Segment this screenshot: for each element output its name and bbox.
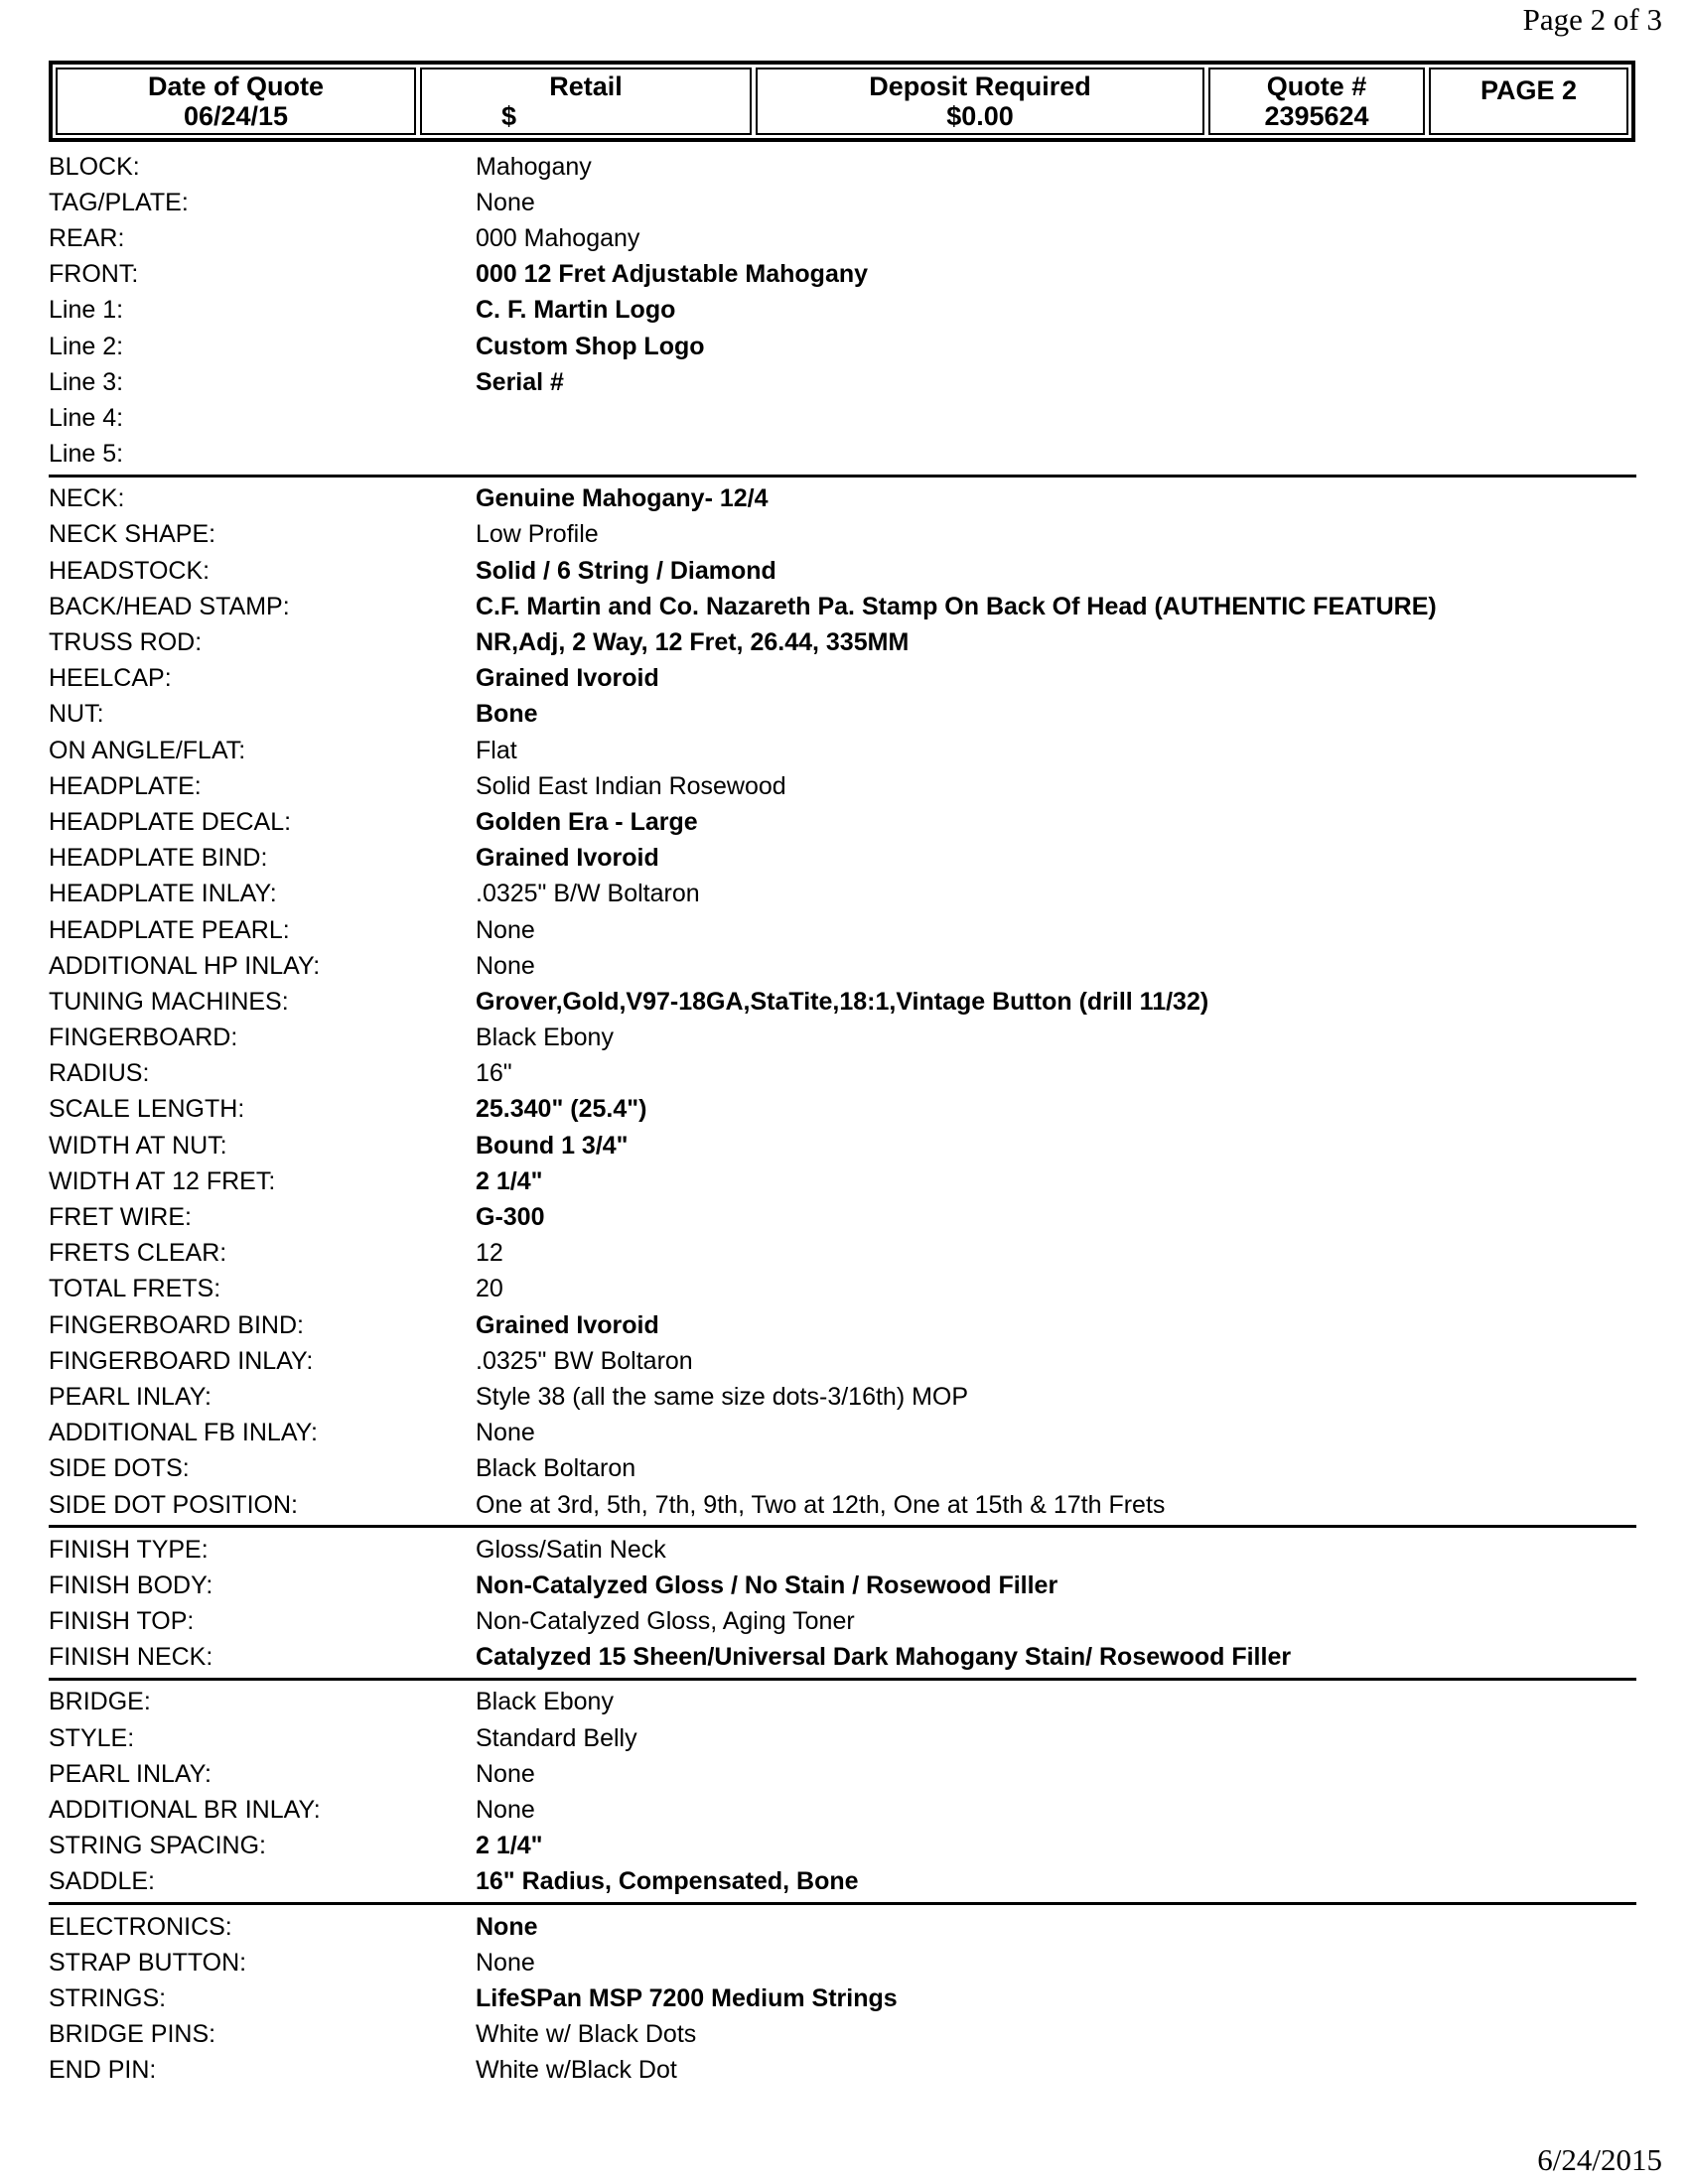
spec-label: STRAP BUTTON:: [49, 1948, 247, 1977]
spec-value: 12: [476, 1239, 503, 1268]
spec-label: REAR:: [49, 223, 125, 252]
spec-value: None: [476, 915, 535, 944]
spec-row: [49, 1720, 1636, 1756]
spec-row: [49, 2053, 1636, 2089]
spec-value: None: [476, 1759, 535, 1788]
spec-label: HEADPLATE:: [49, 771, 202, 800]
spec-row: [49, 984, 1636, 1020]
retail-label: Retail: [549, 71, 623, 101]
spec-value: Gloss/Satin Neck: [476, 1535, 666, 1564]
spec-value: 16": [476, 1059, 512, 1088]
spec-value: Black Ebony: [476, 1024, 614, 1052]
spec-label: SIDE DOT POSITION:: [49, 1490, 298, 1519]
spec-value: Solid East Indian Rosewood: [476, 771, 786, 800]
spec-row: [49, 1128, 1636, 1163]
spec-label: ADDITIONAL HP INLAY:: [49, 951, 321, 980]
spec-label: NECK:: [49, 484, 125, 513]
spec-value: 20: [476, 1275, 503, 1303]
spec-row: [49, 841, 1636, 877]
spec-row: [49, 517, 1636, 553]
spec-value: 2 1/4": [476, 1832, 543, 1860]
page-label: PAGE 2: [1479, 75, 1578, 105]
spec-label: ADDITIONAL FB INLAY:: [49, 1419, 318, 1447]
spec-value: C.F. Martin and Co. Nazareth Pa. Stamp On Back Of Head (AUTHENTIC FEATURE): [476, 592, 1437, 620]
spec-label: FINISH NECK:: [49, 1643, 213, 1672]
spec-row: [49, 1532, 1636, 1568]
spec-label: END PIN:: [49, 2056, 157, 2085]
spec-row: [49, 768, 1636, 804]
spec-value: Black Boltaron: [476, 1454, 636, 1483]
spec-label: TRUSS ROD:: [49, 628, 203, 657]
spec-label: SADDLE:: [49, 1867, 155, 1896]
spec-row: [49, 185, 1636, 220]
spec-label: Line 2:: [49, 332, 124, 360]
spec-label: FINGERBOARD BIND:: [49, 1310, 304, 1339]
spec-row: [49, 1568, 1636, 1603]
spec-value: NR,Adj, 2 Way, 12 Fret, 26.44, 335MM: [476, 628, 910, 657]
date-of-quote-cell: [56, 68, 416, 135]
spec-value: None: [476, 1912, 538, 1941]
spec-row: [49, 1685, 1636, 1720]
spec-row: [49, 1199, 1636, 1235]
deposit-required-value: $0.00: [946, 101, 1014, 131]
spec-row: [49, 1272, 1636, 1307]
spec-row: [49, 1021, 1636, 1056]
spec-value: Solid / 6 String / Diamond: [476, 556, 776, 585]
quote-number-value: 2395624: [1264, 101, 1369, 131]
page-label-cell: [1429, 68, 1628, 135]
quote-header: [49, 61, 1635, 142]
spec-value: 25.340" (25.4"): [476, 1095, 647, 1124]
retail-cell: [420, 68, 752, 135]
deposit-required-cell: [756, 68, 1204, 135]
spec-value: Standard Belly: [476, 1723, 637, 1752]
spec-row: [49, 2017, 1636, 2053]
spec-value: None: [476, 951, 535, 980]
spec-value: 2 1/4": [476, 1166, 543, 1195]
spec-label: FINISH BODY:: [49, 1570, 213, 1599]
spec-row: [49, 1379, 1636, 1415]
spec-row: [49, 329, 1636, 364]
spec-label: HEELCAP:: [49, 664, 172, 693]
spec-label: FRET WIRE:: [49, 1203, 192, 1232]
spec-section: [49, 1532, 1636, 1681]
spec-row: [49, 877, 1636, 912]
spec-label: PEARL INLAY:: [49, 1759, 211, 1788]
quote-number-cell: [1208, 68, 1425, 135]
spec-row: [49, 1980, 1636, 2016]
spec-label: BRIDGE:: [49, 1688, 151, 1716]
spec-value: Grained Ivoroid: [476, 844, 659, 873]
spec-row: [49, 149, 1636, 185]
spec-row: [49, 589, 1636, 624]
spec-row: [49, 1163, 1636, 1199]
spec-row: [49, 1451, 1636, 1487]
spec-value: Bone: [476, 700, 538, 729]
spec-section: [49, 481, 1636, 1528]
spec-value: LifeSPan MSP 7200 Medium Strings: [476, 1983, 898, 2012]
spec-value: Non-Catalyzed Gloss / No Stain / Rosewood Filler: [476, 1570, 1058, 1599]
spec-row: [49, 697, 1636, 733]
spec-label: BRIDGE PINS:: [49, 2020, 216, 2049]
spec-label: TUNING MACHINES:: [49, 987, 289, 1016]
spec-value: Grained Ivoroid: [476, 664, 659, 693]
spec-row: [49, 1416, 1636, 1451]
spec-row: [49, 257, 1636, 293]
spec-label: HEADSTOCK:: [49, 556, 211, 585]
spec-label: Line 5:: [49, 440, 124, 469]
spec-value: .0325" B/W Boltaron: [476, 880, 700, 908]
spec-label: FINISH TYPE:: [49, 1535, 209, 1564]
spec-label: HEADPLATE PEARL:: [49, 915, 290, 944]
spec-label: FINGERBOARD:: [49, 1024, 238, 1052]
spec-label: NUT:: [49, 700, 104, 729]
spec-label: WIDTH AT 12 FRET:: [49, 1166, 276, 1195]
spec-value: White w/ Black Dots: [476, 2020, 697, 2049]
spec-row: [49, 804, 1636, 840]
spec-row: [49, 1792, 1636, 1828]
spec-label: Line 3:: [49, 367, 124, 396]
spec-row: [49, 400, 1636, 436]
spec-label: STRING SPACING:: [49, 1832, 267, 1860]
spec-row: [49, 733, 1636, 768]
spec-value: Low Profile: [476, 520, 599, 549]
spec-label: STYLE:: [49, 1723, 135, 1752]
spec-label: FINGERBOARD INLAY:: [49, 1346, 314, 1375]
spec-value: Flat: [476, 736, 517, 764]
spec-row: [49, 1343, 1636, 1379]
spec-label: HEADPLATE INLAY:: [49, 880, 277, 908]
date-of-quote-value: 06/24/15: [183, 101, 289, 131]
spec-row: [49, 1092, 1636, 1128]
spec-value: .0325" BW Boltaron: [476, 1346, 693, 1375]
spec-row: [49, 661, 1636, 697]
spec-value: Genuine Mahogany- 12/4: [476, 484, 769, 513]
spec-label: SCALE LENGTH:: [49, 1095, 245, 1124]
spec-value: Black Ebony: [476, 1688, 614, 1716]
spec-value: Grained Ivoroid: [476, 1310, 659, 1339]
spec-label: STRINGS:: [49, 1983, 167, 2012]
spec-value: 000 Mahogany: [476, 223, 640, 252]
spec-row: [49, 1236, 1636, 1272]
spec-row: [49, 912, 1636, 948]
spec-label: BLOCK:: [49, 152, 140, 181]
spec-value: Grover,Gold,V97-18GA,StaTite,18:1,Vintage Button (drill 11/32): [476, 987, 1209, 1016]
spec-value: None: [476, 1419, 535, 1447]
spec-label: WIDTH AT NUT:: [49, 1131, 227, 1160]
quote-number-label: Quote #: [1266, 71, 1367, 101]
footer-date: 6/24/2015: [1537, 2142, 1662, 2177]
spec-value: C. F. Martin Logo: [476, 296, 676, 325]
spec-row: [49, 1864, 1636, 1900]
spec-row: [49, 1487, 1636, 1523]
spec-label: FINISH TOP:: [49, 1607, 195, 1636]
spec-row: [49, 1756, 1636, 1792]
spec-row: [49, 437, 1636, 473]
spec-section: [49, 1685, 1636, 1905]
spec-value: Style 38 (all the same size dots-3/16th) MOP: [476, 1382, 969, 1411]
spec-label: TOTAL FRETS:: [49, 1275, 221, 1303]
spec-label: HEADPLATE BIND:: [49, 844, 268, 873]
spec-row: [49, 624, 1636, 660]
spec-value: Mahogany: [476, 152, 592, 181]
spec-row: [49, 948, 1636, 984]
spec-value: Custom Shop Logo: [476, 332, 705, 360]
spec-value: Golden Era - Large: [476, 807, 698, 836]
spec-label: FRONT:: [49, 260, 139, 289]
spec-label: ELECTRONICS:: [49, 1912, 232, 1941]
spec-value: 000 12 Fret Adjustable Mahogany: [476, 260, 869, 289]
spec-label: SIDE DOTS:: [49, 1454, 190, 1483]
spec-label: ADDITIONAL BR INLAY:: [49, 1796, 321, 1825]
spec-row: [49, 1909, 1636, 1945]
spec-label: Line 4:: [49, 403, 124, 432]
page-number: Page 2 of 3: [1522, 2, 1662, 37]
spec-value: Non-Catalyzed Gloss, Aging Toner: [476, 1607, 855, 1636]
spec-section: [49, 149, 1636, 478]
spec-label: NECK SHAPE:: [49, 520, 216, 549]
spec-row: [49, 1307, 1636, 1343]
spec-value: None: [476, 188, 535, 216]
spec-section: [49, 1909, 1636, 2091]
spec-row: [49, 1056, 1636, 1092]
spec-value: None: [476, 1796, 535, 1825]
spec-fields: [49, 149, 1636, 2095]
spec-row: [49, 364, 1636, 400]
spec-value: G-300: [476, 1203, 545, 1232]
spec-value: Serial #: [476, 367, 564, 396]
spec-row: [49, 220, 1636, 256]
spec-value: Catalyzed 15 Sheen/Universal Dark Mahogany Stain/ Rosewood Filler: [476, 1643, 1292, 1672]
spec-row: [49, 1829, 1636, 1864]
spec-row: [49, 1945, 1636, 1980]
spec-row: [49, 1604, 1636, 1640]
retail-value: $: [501, 101, 517, 131]
spec-row: [49, 481, 1636, 517]
date-of-quote-label: Date of Quote: [147, 71, 324, 101]
spec-label: HEADPLATE DECAL:: [49, 807, 292, 836]
spec-label: FRETS CLEAR:: [49, 1239, 227, 1268]
spec-label: ON ANGLE/FLAT:: [49, 736, 246, 764]
spec-value: One at 3rd, 5th, 7th, 9th, Two at 12th, One at 15th & 17th Frets: [476, 1490, 1166, 1519]
spec-row: [49, 553, 1636, 589]
spec-label: BACK/HEAD STAMP:: [49, 592, 290, 620]
spec-label: Line 1:: [49, 296, 124, 325]
spec-value: Bound 1 3/4": [476, 1131, 629, 1160]
spec-label: TAG/PLATE:: [49, 188, 189, 216]
spec-value: White w/Black Dot: [476, 2056, 677, 2085]
deposit-required-label: Deposit Required: [869, 71, 1091, 101]
spec-value: None: [476, 1948, 535, 1977]
spec-label: RADIUS:: [49, 1059, 150, 1088]
spec-value: 16" Radius, Compensated, Bone: [476, 1867, 859, 1896]
spec-row: [49, 293, 1636, 329]
spec-label: PEARL INLAY:: [49, 1382, 211, 1411]
spec-row: [49, 1640, 1636, 1676]
